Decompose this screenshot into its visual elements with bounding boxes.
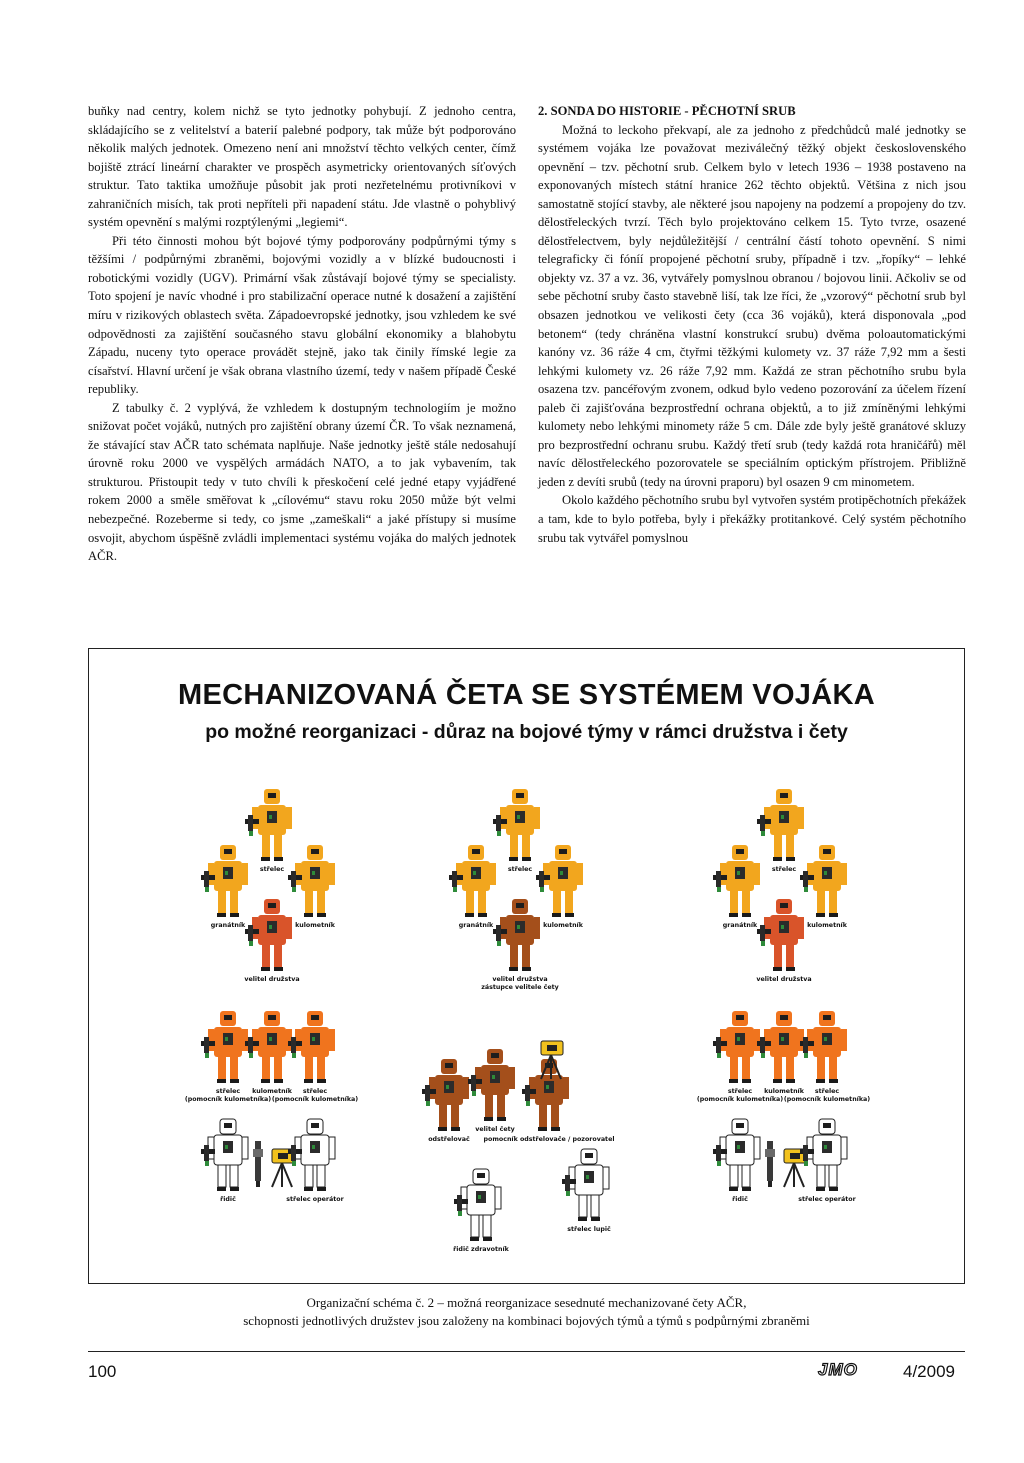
paragraph: Možná to leckoho překvapí, ale za jednoho z předchůdců malé jednotky se systémem vojáka lze považovat meziválečný těžký objekt československého opevnění – tzv. pěchotní srub. Celkem bylo v letech 1936 – 1938 postaveno na exponovaných místech státní hranice 262 těchto objektů. Většina z nich jsou samostatně stojící stavby, ale některé jsou napojeny na podzemí a propojeny do tzv. dělostřeleckých tvrzí. Těch bylo projektováno celkem 15. Tyto tvrze, osazené dělostřelectvem, byly nejdůležitější / centrální částí tohoto opevnění. S nimi telegraficky či fóníí propojené pěchotní sruby, případně i tzv. „řopíky“ – lehké objekty vz. 37 a vz. 36, vytvářely pomyslnou obranou / bojovou linii. Ačkoliv se od sebe pěchotní sruby často stavebně liší, tak lze říci, že „vzorový“ pěchotní srub byl obsazen jednotkou ve velikosti čety (cca 36 vojáků), která disponovala „pod betonem“ (tedy chráněna vlastní konstrukcí srubu) dvěma poloautomatickými kanóny vz. 36 ráže 4 cm, čtyřmi těžkými kulomety vz. 37 ráže 7,92 mm a šesti lehkými kulomety vz. 26 ráže 7,92 mm. Každá ze stran pěchotního srubu byla osazena tzv. pancéřovým zvonem, odkud bylo vedeno pozorování za účelem řízení paleb či zajišťována bezprostřední ochrana objektů, a to již zmíněnými lehkými kulomety nebo lehkými minomety ráže 5 cm. Dále zde byly ještě granátové skluzy pro bezprostřední ochranu srubu. Každý třetí srub (tedy každá rota hraničářů) měl navíc dělostřeleckého pozorovatele se speciálním optickým přístrojem. Přibližně jeden z devíti srubů (tedy na úrovni praporu) byl osazen 9 cm minometem. <box>538 122 966 489</box>
soldier-icon <box>201 845 248 929</box>
role-label: střelec operátor <box>798 1196 856 1203</box>
tripod-optic-icon <box>272 1149 294 1187</box>
role-label: velitel družstva <box>244 976 300 983</box>
paragraph: Při této činnosti mohou být bojové týmy podporovány podpůrnými týmy s těžšími / podpůrnými zbraněmi, bojovými vozidly a v blízké budoucnosti i robotickými vozidly (UGV). Primární však zůstávají bojové týmy se specialisty. Toto spojení je navíc vhodné i pro stabilizační operace nutné k dosažení a zajištění míru v rizikových oblastech světa. Západoevropské jednotky, jsou vzhledem ke své odpovědnosti za zajištění současného stavu globální ekonomiky a blahobytu Západu, nuceny tyto operace provádět stejně, jako tak činily římské legie za císařství. Hlavní určení je však obrana vlastního území, tedy v našem případě České republiky. <box>88 233 516 397</box>
role-label: kulometník <box>295 922 335 929</box>
soldier-icon <box>244 899 299 983</box>
role-label: velitel družstva <box>756 976 812 983</box>
role-label: zástupce velitele čety <box>481 984 559 991</box>
role-label: kulometník <box>252 1088 292 1095</box>
journal-logo: JMO <box>818 1360 858 1379</box>
soldier-icon <box>422 1059 470 1143</box>
role-label: (pomocník kulometníka) <box>783 1096 871 1103</box>
role-label: střelec <box>302 1088 328 1095</box>
role-label: střelec lupič <box>567 1226 611 1233</box>
soldier-icon <box>713 845 760 929</box>
soldier-icon <box>449 845 496 929</box>
right-column <box>538 102 966 547</box>
role-label: kulometník <box>543 922 583 929</box>
role-label: velitel čety <box>475 1126 515 1133</box>
role-label: střelec <box>215 1088 241 1095</box>
role-label: (pomocník kulometníka) <box>184 1096 272 1103</box>
soldier-icon <box>757 1011 805 1095</box>
role-label: velitel družstva <box>492 976 548 983</box>
soldier-icon <box>201 1119 248 1203</box>
role-label: střelec <box>814 1088 840 1095</box>
role-label: odstřelovač <box>428 1136 470 1143</box>
role-label: (pomocník kulometníka) <box>696 1096 784 1103</box>
soldier-icon <box>493 789 540 873</box>
role-label: střelec <box>727 1088 753 1095</box>
soldier-icon <box>713 1119 760 1203</box>
soldier-icon <box>286 1119 344 1203</box>
paragraph: Z tabulky č. 2 vyplývá, že vzhledem k dostupným technologiím je možno snižovat počet vojáků, nutných pro zajištění obrany území ČR. To však neznamená, že stávající stav AČR tato schémata naplňuje. Naše jednotky ještě stále nedosahují úrovně roku 2000 ve vyspělých armádách NATO, a to jak vybavením, tak strukturou. Přistoupit tedy v tuto chvíli k přeskočení celé jedné etapy vyjádřené rokem 2000 a směle směřovat k „cílovému“ stavu roku 2050 může být velmi nebezpečné. Rozeberme si tedy, co jsme „zameškali“ a jaké přístupy si musíme osvojit, abychom úspěšně zvládli implementaci systému vojáka do malých jednotek AČR. <box>88 400 516 564</box>
section-heading: 2. SONDA DO HISTORIE - PĚCHOTNÍ SRUB <box>538 104 796 118</box>
role-label: pomocník odstřelovače / pozorovatel <box>483 1136 615 1143</box>
soldier-icon <box>468 1049 515 1133</box>
caption-line: schopnosti jednotlivých družstev jsou založeny na kombinaci bojových týmů a týmů s podpůrnými zbraněmi <box>243 1313 810 1328</box>
soldier-icon <box>757 789 804 873</box>
soldier-icon <box>562 1149 611 1233</box>
soldier-icon <box>798 1119 856 1203</box>
caption-line: Organizační schéma č. 2 – možná reorganizace sesednuté mechanizované čety AČR, <box>306 1295 747 1310</box>
figure-subtitle: po možné reorganizaci - důraz na bojové týmy v rámci družstva i čety <box>205 721 848 743</box>
soldier-icon <box>288 845 336 929</box>
soldier-icon <box>800 845 848 929</box>
missile-launcher-icon <box>765 1141 775 1187</box>
page-number: 100 <box>88 1362 117 1381</box>
soldier-diagram <box>89 649 966 1285</box>
role-label: řidič <box>220 1196 236 1203</box>
figure-caption <box>88 1294 965 1330</box>
soldier-icon <box>536 845 584 929</box>
role-label: kulometník <box>807 922 847 929</box>
role-label: střelec <box>259 866 285 873</box>
role-label: granátník <box>722 922 758 929</box>
soldier-icon <box>481 899 559 991</box>
role-label: střelec <box>771 866 797 873</box>
soldier-icon <box>453 1169 509 1253</box>
issue-number: 4/2009 <box>903 1362 955 1381</box>
role-label: řidič zdravotník <box>453 1246 509 1253</box>
footer-rule <box>88 1351 965 1352</box>
soldier-icon <box>756 899 811 983</box>
role-label: granátník <box>458 922 494 929</box>
role-label: kulometník <box>764 1088 804 1095</box>
tripod-optic-icon <box>784 1149 806 1187</box>
left-column <box>88 102 516 566</box>
figure-title: MECHANIZOVANÁ ČETA SE SYSTÉMEM VOJÁKA <box>178 679 875 711</box>
soldier-icon <box>245 1011 293 1095</box>
role-label: granátník <box>210 922 246 929</box>
role-label: řidič <box>732 1196 748 1203</box>
paragraph: Okolo každého pěchotního srubu byl vytvořen systém protipěchotních překážek a tam, kde to bylo potřeba, byly i překážky protitankové. Celý systém pěchotního srubu tak vytvářel pomyslnou <box>538 493 966 545</box>
role-label: střelec <box>507 866 533 873</box>
role-label: (pomocník kulometníka) <box>271 1096 359 1103</box>
missile-launcher-icon <box>253 1141 263 1187</box>
org-chart-figure <box>88 648 965 1284</box>
soldier-icon <box>245 789 292 873</box>
role-label: střelec operátor <box>286 1196 344 1203</box>
paragraph: buňky nad centry, kolem nichž se tyto jednotky pohybují. Z jednoho centra, skládajícího se z velitelství a baterií palebné podpory, tak může být podporováno několik malých jednotek. Omezeno není ani množství těchto velkých center, čímž bojiště ztrácí lineární charakter ve prospěch asymetricky orientovaných síťových struktur. Tato taktika umožňuje působit jak proti nezřetelnému protivníkovi v zahraničních misích, tak proti nepříteli při napadení státu. Jde vlastně o pohyblivý systém opevnění s malými rozptýlenými „legiemi“. <box>88 104 516 230</box>
